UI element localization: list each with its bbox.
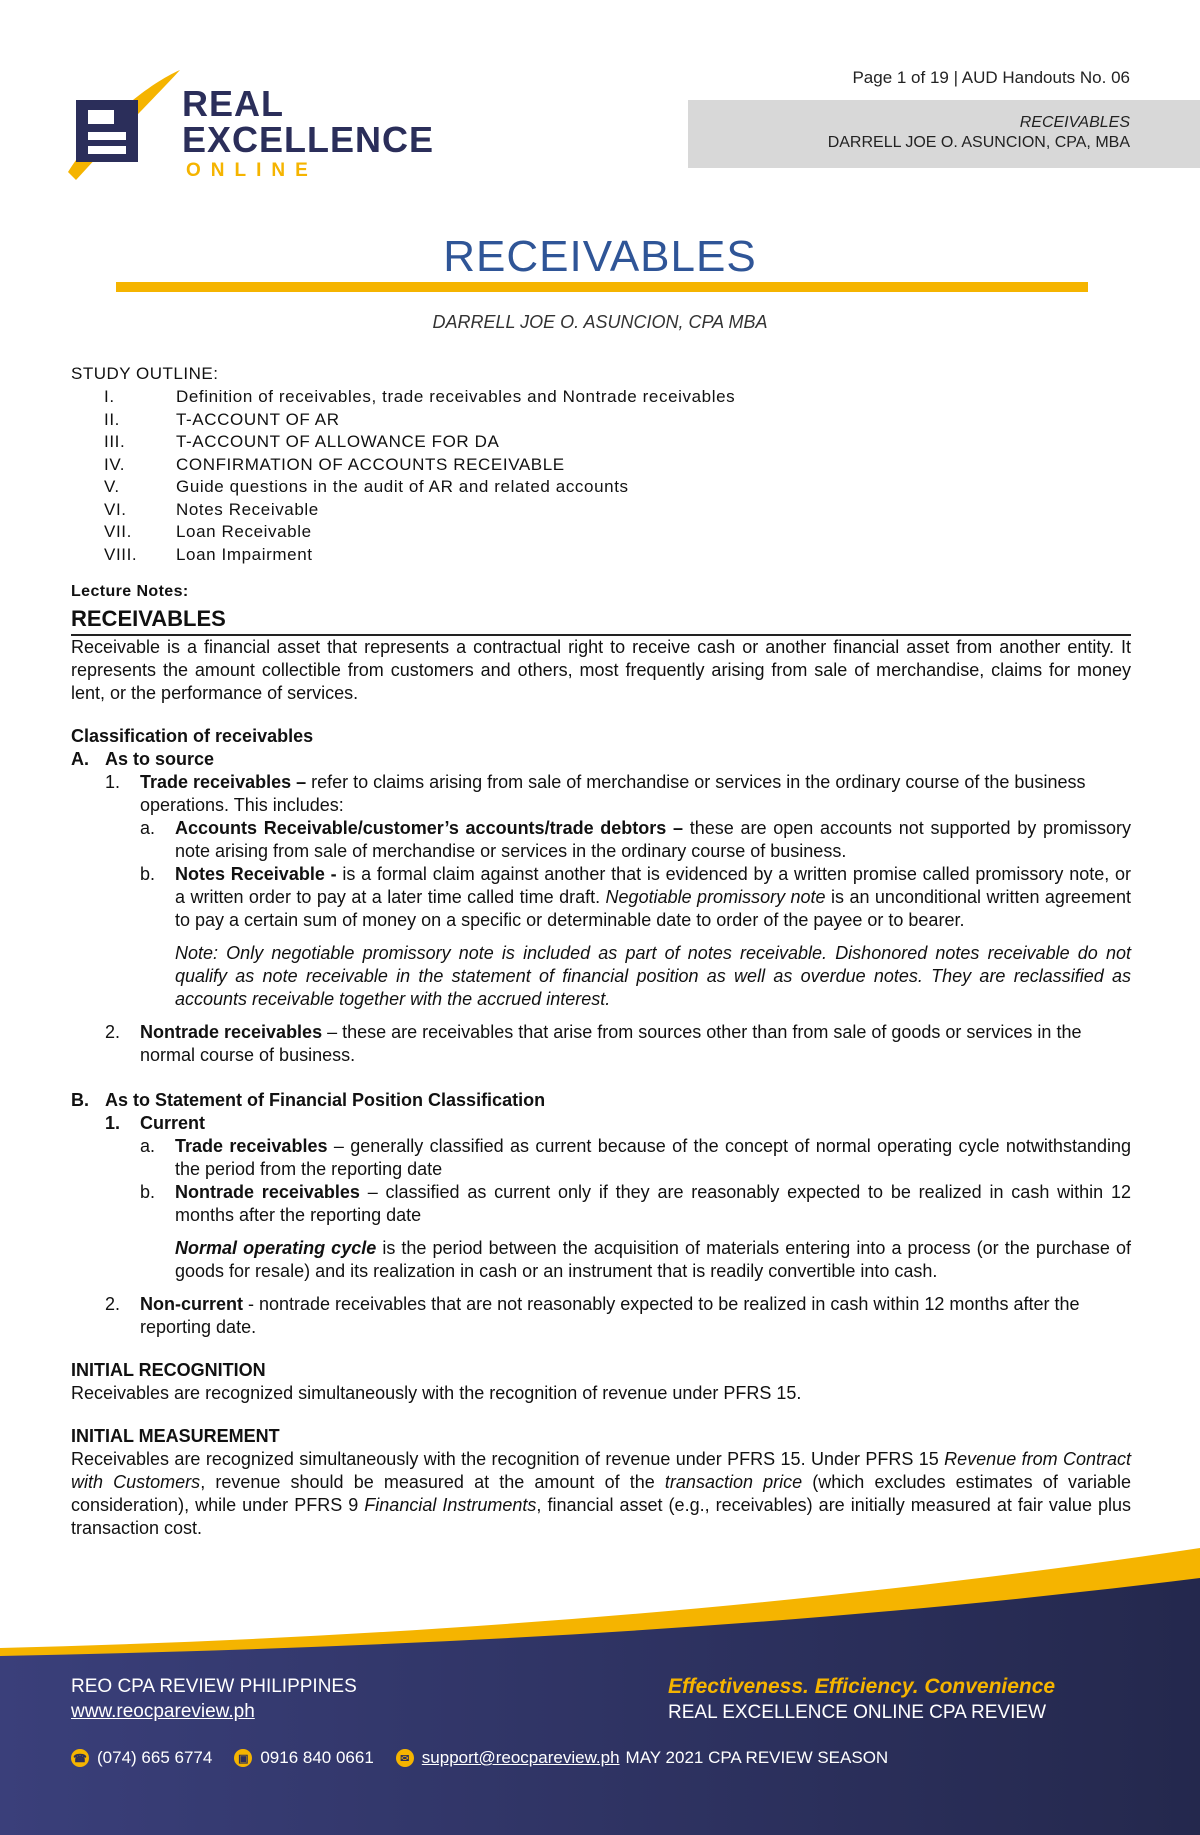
outline-item (71, 386, 1131, 409)
item-text: is a formal claim against another that is evidenced by a written promise called promissory note, or a written order to pay at a later time called time draft. (175, 864, 1131, 907)
outline-item (71, 431, 1131, 454)
header-box-author: DARRELL JOE O. ASUNCION, CPA, MBA (827, 134, 1130, 151)
logo-line-real: REAL (182, 83, 284, 124)
outline-item (71, 454, 1131, 477)
notes-receivable-note: Note: Only negotiable promissory note is included as part of notes receivable. Dishonored notes receivable do not qualify as note receivable in the statement of financial position as well as overdue notes. They are reclassified as accounts receivable together with the accrued interest. (175, 943, 1131, 1009)
outline-text: Notes Receivable (176, 499, 319, 519)
outline-num: VI. (104, 499, 127, 519)
trade-receivables-item (105, 771, 1131, 817)
item-num: 2. (105, 1022, 121, 1042)
outline-item (71, 476, 1131, 499)
item-num: 1. (105, 1113, 121, 1133)
item-text: is the period between the acquisition of materials entering into a process (or the purchase of goods for resale) and its realization in cash or an instrument that is readily convertible into cash. (175, 1238, 1131, 1281)
outline-text: Loan Impairment (176, 544, 313, 564)
logo-line-excellence: EXCELLENCE (182, 119, 435, 160)
heading-num: A. (71, 749, 89, 769)
item-num: a. (140, 818, 156, 838)
item-term: Non-current (140, 1294, 243, 1314)
item-text: – generally classified as current because of the concept of normal operating cycle notwithstanding the period from the reporting date (175, 1136, 1131, 1179)
item-term: Nontrade receivables (175, 1182, 360, 1202)
email-icon: ✉ (396, 1749, 414, 1767)
operating-cycle-note (175, 1237, 1131, 1283)
footer-tagline: Effectiveness. Efficiency. Convenience (668, 1675, 1056, 1698)
noncurrent-item (105, 1293, 1131, 1339)
italic-run: Financial Instruments (364, 1495, 537, 1515)
item-text: is an unconditional written agreement to pay a certain sum of money on a specific or determinable date to order of the payee or to bearer. (175, 887, 1131, 930)
main-content (71, 362, 1131, 1540)
study-outline-list (71, 386, 1131, 566)
outline-text: Guide questions in the audit of AR and related accounts (176, 477, 629, 496)
logo (58, 64, 478, 194)
item-text: refer to claims arising from sale of merchandise or services in the ordinary course of the business operations. This includes: (140, 772, 1086, 815)
text-run: , revenue should be measured at the amount of the (200, 1472, 665, 1492)
logo-emblem-icon (58, 64, 188, 194)
item-term: Notes Receivable - (175, 864, 337, 884)
item-term: Accounts Receivable/customer’s accounts/trade debtors – (175, 818, 684, 838)
text-run: , financial asset (e.g., receivables) are initially measured at fair value plus transaction cost. (71, 1495, 1132, 1538)
phone-landline: (074) 665 6774 (97, 1748, 213, 1767)
item-text: – these are receivables that arise from sources other than from sale of goods or services in the normal course of business. (140, 1022, 1082, 1065)
item-num: 1. (105, 772, 121, 792)
initial-measurement-heading: INITIAL MEASUREMENT (71, 1426, 280, 1446)
heading-text: As to source (105, 749, 215, 769)
item-num: a. (140, 1136, 156, 1156)
study-outline-label: STUDY OUTLINE: (71, 364, 219, 383)
outline-num: V. (104, 477, 120, 496)
item-term: Trade receivables – (140, 772, 307, 792)
italic-run: transaction price (664, 1472, 803, 1492)
email-link[interactable]: support@reocpareview.ph (421, 1748, 620, 1767)
outline-num: IV. (104, 454, 126, 474)
footer-org: REO CPA REVIEW PHILIPPINES (71, 1676, 357, 1697)
outline-text: CONFIRMATION OF ACCOUNTS RECEIVABLE (176, 454, 565, 474)
outline-item (71, 499, 1131, 522)
item-term: Trade receivables (175, 1136, 328, 1156)
outline-num: VIII. (104, 544, 138, 564)
document-author: DARRELL JOE O. ASUNCION, CPA MBA (432, 312, 768, 332)
current-trade-item (140, 1135, 1131, 1181)
initial-measurement-text (71, 1448, 1131, 1540)
phone-icon: ☎ (71, 1749, 89, 1767)
footer-brand: REAL EXCELLENCE ONLINE CPA REVIEW (668, 1702, 1047, 1723)
logo-text (182, 83, 435, 182)
item-num: b. (140, 864, 156, 884)
item-num: b. (140, 1182, 156, 1202)
logo-line-online: ONLINE (186, 160, 318, 181)
document-title: RECEIVABLES (443, 232, 757, 281)
page-info: Page 1 of 19 | AUD Handouts No. 06 (852, 68, 1130, 87)
outline-num: I. (104, 387, 115, 406)
initial-recognition-text: Receivables are recognized simultaneously with the recognition of revenue under PFRS 15. (71, 1383, 802, 1403)
nontrade-receivables-item (105, 1021, 1131, 1067)
item-term: Nontrade receivables (140, 1022, 323, 1042)
item-text: - nontrade receivables that are not reasonably expected to be realized in cash within 12 months after the reporting date. (140, 1294, 1080, 1337)
outline-text: Definition of receivables, trade receivables and Nontrade receivables (176, 387, 736, 406)
lecture-notes-label: Lecture Notes: (71, 583, 189, 600)
notes-receivable-item (140, 863, 1131, 932)
accounts-receivable-item (140, 817, 1131, 863)
current-nontrade-item (140, 1181, 1131, 1227)
classification-heading: Classification of receivables (71, 726, 314, 746)
item-text: – classified as current only if they are reasonably expected to be realized in cash within 12 months after the reporting date (175, 1182, 1131, 1225)
heading-text: As to Statement of Financial Position Classification (105, 1090, 546, 1110)
item-text: these are open accounts not supported by promissory note arising from sale of merchandise or services in the ordinary course of business. (175, 818, 1131, 861)
italic-run: Revenue from Contract with Customers (71, 1449, 1131, 1492)
item-term: Normal operating cycle (175, 1238, 377, 1258)
heading-num: B. (71, 1090, 89, 1110)
heading-as-to-source (71, 748, 1131, 771)
outline-text: T-ACCOUNT OF ALLOWANCE FOR DA (176, 432, 500, 451)
mobile-phone-icon: ▣ (234, 1749, 252, 1767)
footer-website-link[interactable]: www.reocpareview.ph (71, 1701, 255, 1722)
outline-item (71, 521, 1131, 544)
current-heading (105, 1112, 1131, 1135)
intro-paragraph: Receivable is a financial asset that represents a contractual right to receive cash or another financial asset from another entity. It represents the amount collectible from customers and others, most frequently arising from sale of merchandise, claims for money lent, or the performance of services. (71, 637, 1131, 703)
outline-text: Loan Receivable (176, 522, 312, 541)
outline-item (71, 409, 1131, 432)
footer-contacts (71, 1748, 888, 1768)
phone-mobile: 0916 840 0661 (260, 1748, 374, 1767)
header-box-title: RECEIVABLES (1019, 114, 1130, 131)
title-underline-bar (116, 282, 1088, 292)
text-run: (which excludes estimates of variable consideration), while under PFRS 9 (71, 1472, 1132, 1515)
header-box (688, 100, 1200, 168)
heading-sfp-classification (71, 1089, 1131, 1112)
section-title: RECEIVABLES (71, 606, 226, 631)
outline-num: II. (104, 409, 120, 429)
outline-item (71, 544, 1131, 567)
item-num: 2. (105, 1294, 121, 1314)
review-season: MAY 2021 CPA REVIEW SEASON (625, 1748, 889, 1767)
item-term: Current (140, 1113, 206, 1133)
item-italic-term: Negotiable promissory note (605, 887, 826, 907)
text-run: Receivables are recognized simultaneously with the recognition of revenue under PFRS 15. Under PFRS 15 (71, 1449, 945, 1469)
outline-num: III. (104, 432, 126, 451)
initial-recognition-heading: INITIAL RECOGNITION (71, 1360, 266, 1380)
outline-text: T-ACCOUNT OF AR (176, 409, 340, 429)
outline-num: VII. (104, 522, 132, 541)
